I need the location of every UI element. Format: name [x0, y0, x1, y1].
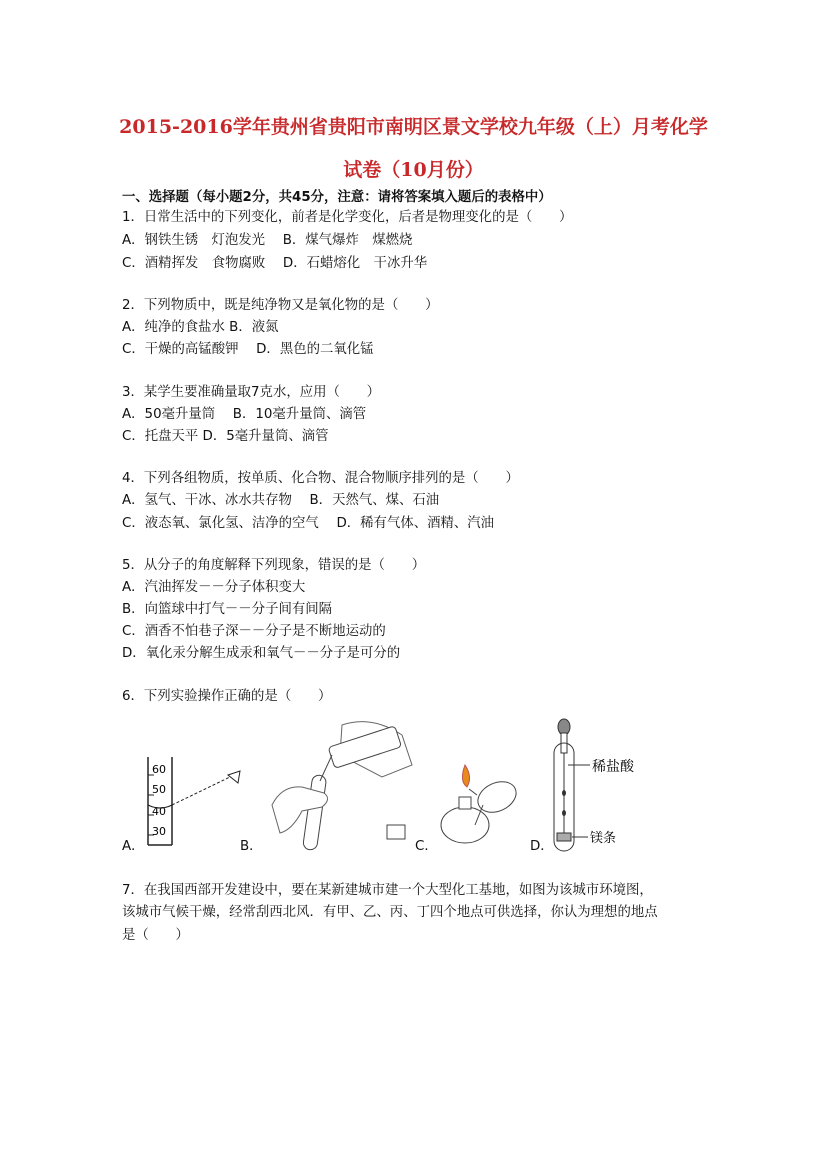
graduated-cylinder-figure [140, 755, 250, 850]
q7-stem-line2: 该城市气候干燥，经常刮西北风．有甲、乙、丙、丁四个地点可供选择，你认为理想的地点 [122, 905, 658, 920]
dropper-test-tube-figure [548, 715, 678, 855]
q6-label-c: C． [415, 839, 438, 854]
q6-label-d: D． [530, 839, 554, 854]
section-heading: 一、选择题（每小题2分，共45分，注意：请将答案填入题后的表格中） [122, 190, 552, 205]
q3-stem: 3．某学生要准确量取7克水，应用（ ） [122, 385, 381, 400]
pouring-liquid-figure [262, 715, 422, 855]
q7-stem-line1: 7．在我国西部开发建设中，要在某新建城市建一个大型化工基地，如图为该城市环境图， [122, 883, 653, 898]
q4-options-cd: C．液态氧、氯化氢、洁净的空气 D．稀有气体、酒精、汽油 [122, 516, 495, 531]
q1-options-cd: C．酒精挥发 食物腐败 D．石蜡熔化 干冰升华 [122, 256, 428, 271]
q5-option-c: C．酒香不怕巷子深－－分子是不断地运动的 [122, 624, 386, 639]
q1-stem: 1．日常生活中的下列变化，前者是化学变化，后者是物理变化的是（ ） [122, 210, 573, 225]
q3-options-cd: C．托盘天平 D．5毫升量筒、滴管 [122, 429, 329, 444]
magnesium-strip-label: 镁条 [590, 831, 617, 846]
q5-option-a: A．汽油挥发－－分子体积变大 [122, 580, 306, 595]
eye-icon [228, 771, 240, 783]
q2-options-cd: C．干燥的高锰酸钾 D．黑色的二氧化锰 [122, 342, 374, 357]
q5-option-d: D．氧化汞分解生成汞和氧气－－分子是可分的 [122, 646, 401, 661]
q2-options-ab: A．纯净的食盐水 B．液氮 [122, 320, 279, 335]
q5-stem: 5．从分子的角度解释下列现象，错误的是（ ） [122, 558, 426, 573]
cyl-tick-50: 50 [152, 783, 166, 796]
q7-stem-line3: 是（ ） [122, 928, 189, 943]
cyl-tick-30: 30 [152, 825, 166, 838]
q1-options-ab: A．钢铁生锈 灯泡发光 B．煤气爆炸 煤燃烧 [122, 233, 413, 248]
cyl-tick-60: 60 [152, 763, 166, 776]
cyl-tick-40: 40 [152, 805, 166, 818]
q3-options-ab: A．50毫升量筒 B．10毫升量筒、滴管 [122, 407, 367, 422]
q6-label-b: B． [240, 839, 263, 854]
q4-options-ab: A．氢气、干冰、冰水共存物 B．天然气、煤、石油 [122, 493, 440, 508]
q6-stem: 6．下列实验操作正确的是（ ） [122, 689, 332, 704]
q5-option-b: B．向篮球中打气－－分子间有间隔 [122, 602, 333, 617]
page-title-line1: 2015-2016学年贵州省贵阳市南明区景文学校九年级（上）月考化学 [119, 116, 708, 138]
page-title-line2: 试卷（10月份） [343, 159, 484, 181]
q4-stem: 4．下列各组物质，按单质、化合物、混合物顺序排列的是（ ） [122, 471, 519, 486]
q2-stem: 2．下列物质中，既是纯净物又是氧化物的是（ ） [122, 298, 439, 313]
dilute-hcl-label: 稀盐酸 [592, 759, 634, 775]
q6-label-a: A． [122, 839, 145, 854]
alcohol-lamp-figure [435, 755, 530, 850]
stopper-icon [387, 825, 405, 839]
